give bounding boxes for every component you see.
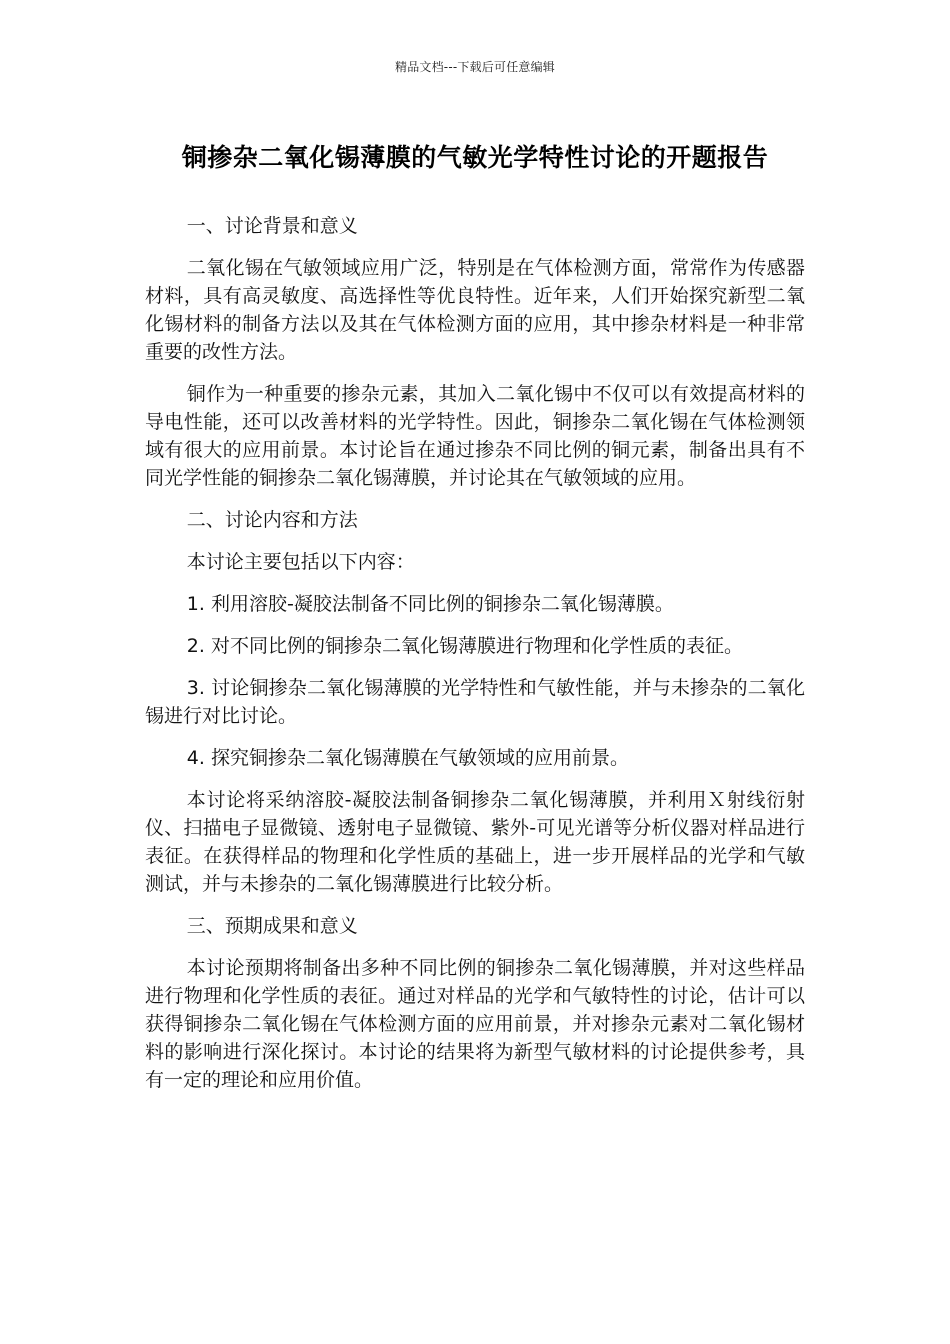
section-heading-background: 一、讨论背景和意义 bbox=[186, 215, 358, 237]
paragraph-background-1: 二氧化锡在气敏领域应用广泛，特别是在气体检测方面，常常作为传感器材料，具有高灵敏度、高选择性等优良特性。近年来，人们开始探究新型二氧化锡材料的制备方法以及其在气体检测方面的应用，其中掺杂材料是一种非常重要的改性方法。 bbox=[145, 257, 805, 363]
paragraph-expected-results: 本讨论预期将制备出多种不同比例的铜掺杂二氧化锡薄膜，并对这些样品进行物理和化学性质的表征。通过对样品的光学和气敏特性的讨论，估计可以获得铜掺杂二氧化锡在气体检测方面的应用前景，并对掺杂元素对二氧化锡材料的影响进行深化探讨。本讨论的结果将为新型气敏材料的讨论提供参考，具有一定的理论和应用价值。 bbox=[145, 957, 805, 1091]
list-item-content-4: 4. 探究铜掺杂二氧化锡薄膜在气敏领域的应用前景。 bbox=[186, 747, 629, 769]
list-item-content-1: 1. 利用溶胶-凝胶法制备不同比例的铜掺杂二氧化锡薄膜。 bbox=[186, 593, 674, 615]
section-heading-expected-results: 三、预期成果和意义 bbox=[186, 915, 358, 937]
paragraph-methods: 本讨论将采纳溶胶-凝胶法制备铜掺杂二氧化锡薄膜，并利用Ｘ射线衍射仪、扫描电子显微镜、透射电子显微镜、紫外-可见光谱等分析仪器对样品进行表征。在获得样品的物理和化学性质的基础上，进一步开展样品的光学和气敏测试，并与未掺杂的二氧化锡薄膜进行比较分析。 bbox=[145, 789, 805, 895]
section-heading-content-methods: 二、讨论内容和方法 bbox=[186, 509, 358, 531]
paragraph-content-intro: 本讨论主要包括以下内容： bbox=[186, 551, 415, 573]
header-note: 精品文档---下载后可任意编辑 bbox=[395, 60, 555, 74]
list-item-content-3: 3. 讨论铜掺杂二氧化锡薄膜的光学特性和气敏性能，并与未掺杂的二氧化锡进行对比讨论。 bbox=[145, 677, 805, 727]
list-item-content-2: 2. 对不同比例的铜掺杂二氧化锡薄膜进行物理和化学性质的表征。 bbox=[186, 635, 743, 657]
document-title: 铜掺杂二氧化锡薄膜的气敏光学特性讨论的开题报告 bbox=[181, 143, 769, 172]
document-body bbox=[145, 212, 805, 1108]
paragraph-background-2: 铜作为一种重要的掺杂元素，其加入二氧化锡中不仅可以有效提高材料的导电性能，还可以改善材料的光学特性。因此，铜掺杂二氧化锡在气体检测领域有很大的应用前景。本讨论旨在通过掺杂不同比例的铜元素，制备出具有不同光学性能的铜掺杂二氧化锡薄膜，并讨论其在气敏领域的应用。 bbox=[145, 383, 805, 489]
